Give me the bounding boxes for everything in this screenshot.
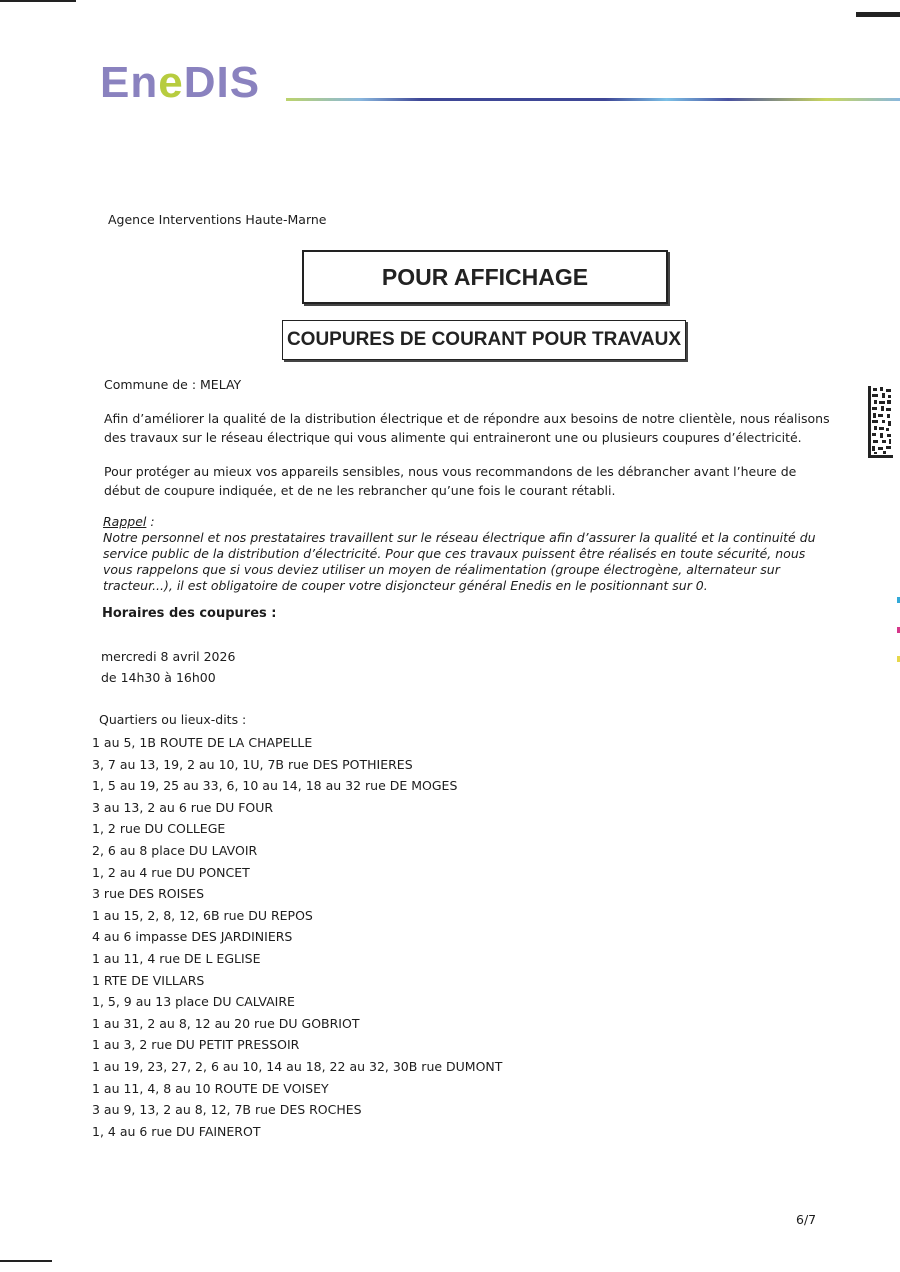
outage-date: mercredi 8 avril 2026 bbox=[101, 649, 236, 664]
list-item: 1 au 31, 2 au 8, 12 au 20 rue DU GOBRIOT bbox=[92, 1015, 360, 1031]
rappel-text: Notre personnel et nos prestataires travaillent sur le réseau électrique afin d’assurer la qualité et la continuité du service public de la distribution d’électricité. Pour que ces travaux puissent être réalisés en toute sécurité, nous vous rappelons que si vous deviez utiliser un moyen de réalimentation (groupe électrogène, alternateur sur tracteur...), il est obligatoire de couper votre disjoncteur général Enedis en le positionnant sur 0. bbox=[103, 530, 816, 593]
list-item: 1 au 5, 1B ROUTE DE LA CHAPELLE bbox=[92, 735, 313, 750]
notice-title-box bbox=[302, 250, 668, 304]
list-item: 2, 6 au 8 place DU LAVOIR bbox=[92, 842, 258, 858]
list-item: 1 au 3, 2 rue DU PETIT PRESSOIR bbox=[92, 1037, 300, 1053]
areas-title: Quartiers ou lieux-dits : bbox=[99, 712, 247, 727]
schedule-title: Horaires des coupures : bbox=[102, 606, 277, 621]
list-item: 1 au 11, 4 rue DE L EGLISE bbox=[92, 950, 261, 966]
logo-text-start: En bbox=[100, 58, 159, 107]
header-rule bbox=[286, 98, 900, 101]
notice-title: POUR AFFICHAGE bbox=[381, 263, 589, 290]
advice-paragraph: Pour protéger au mieux vos appareils sensibles, nous vous recommandons de les débrancher avant l’heure de début de coupure indiquée, et de ne les rebrancher qu’une fois le courant rétabli. bbox=[104, 464, 797, 498]
list-item: 3 au 9, 13, 2 au 8, 12, 7B rue DES ROCHES bbox=[92, 1102, 362, 1118]
intro-paragraph: Afin d’améliorer la qualité de la distribution électrique et de répondre aux besoins de notre clientèle, nous réalisons des travaux sur le réseau électrique qui vous alimente qui entraineront une ou plusieurs coupures d’électricité. bbox=[104, 411, 830, 445]
agency-name: Agence Interventions Haute-Marne bbox=[108, 212, 327, 227]
datamatrix-code-icon bbox=[868, 386, 893, 458]
outage-time: de 14h30 à 16h00 bbox=[101, 670, 216, 685]
list-item: 1 au 15, 2, 8, 12, 6B rue DU REPOS bbox=[92, 907, 313, 923]
list-item: 1 au 19, 23, 27, 2, 6 au 10, 14 au 18, 22 au 32, 30B rue DUMONT bbox=[92, 1058, 503, 1074]
rappel-block bbox=[103, 514, 833, 594]
list-item: 1, 2 rue DU COLLEGE bbox=[92, 821, 226, 837]
list-item: 1, 5, 9 au 13 place DU CALVAIRE bbox=[92, 994, 295, 1010]
list-item: 3 au 13, 2 au 6 rue DU FOUR bbox=[92, 799, 274, 815]
list-item: 1, 5 au 19, 25 au 33, 6, 10 au 14, 18 au 32 rue DE MOGES bbox=[92, 778, 458, 794]
list-item: 1, 4 au 6 rue DU FAINEROT bbox=[92, 1123, 261, 1139]
commune: Commune de : MELAY bbox=[104, 377, 242, 392]
list-item: 1 au 11, 4, 8 au 10 ROUTE DE VOISEY bbox=[92, 1080, 329, 1096]
outage-schedule bbox=[101, 646, 235, 688]
list-item: 3 rue DES ROISES bbox=[92, 886, 205, 902]
logo-text-end: DIS bbox=[183, 58, 261, 107]
list-item: 1 RTE DE VILLARS bbox=[92, 972, 205, 988]
notice-subtitle: COUPURES DE COURANT POUR TRAVAUX bbox=[286, 329, 682, 350]
list-item: 4 au 6 impasse DES JARDINIERS bbox=[92, 929, 293, 945]
logo-text-accent: e bbox=[158, 58, 184, 107]
page-number: 6/7 bbox=[796, 1212, 817, 1227]
scan-edge-mark bbox=[0, 0, 76, 2]
notice-subtitle-box bbox=[282, 320, 686, 360]
scan-edge-mark bbox=[0, 1260, 52, 1262]
rappel-title: Rappel bbox=[103, 514, 147, 529]
enedis-logo bbox=[100, 58, 260, 108]
rappel-title-suffix: : bbox=[146, 514, 155, 529]
list-item: 1, 2 au 4 rue DU PONCET bbox=[92, 864, 250, 880]
scan-edge-mark bbox=[856, 12, 900, 17]
list-item: 3, 7 au 13, 19, 2 au 10, 1U, 7B rue DES POTHIERES bbox=[92, 756, 413, 772]
street-list bbox=[92, 732, 612, 1142]
